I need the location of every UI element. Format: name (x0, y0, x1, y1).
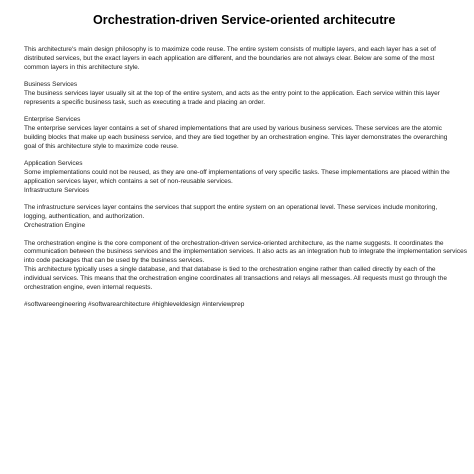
section-line: This architecture typically uses a single database, and that database is tied to the orchestration engine rather than called directly by each of the (24, 265, 436, 273)
section-line: into code packages that can be used by the business services. (24, 257, 205, 265)
section-line: logging, authentication, and authorization. (24, 213, 145, 221)
document-body (24, 46, 474, 310)
section-heading-orchestration-engine: Orchestration Engine (24, 221, 86, 229)
section-line: goal of this architecture style to maximize code reuse. (24, 142, 179, 150)
intro-line: distributed services, but the exact layers in each application are different, and the boundaries are not always clear. Below are some of the most (24, 54, 435, 62)
section-line: communication between the business services and the implementation services. It also acts as an integration hub to integrate the implementation services (24, 248, 467, 256)
section-line: represents a specific business task, such as executing a trade and placing an order. (24, 98, 266, 106)
spacer (24, 231, 474, 240)
section-heading-business-services: Business Services (24, 81, 78, 89)
section-line: Some implementations could not be reused, as they are one-off implementations of very specific tasks. These implementations are placed within the (24, 169, 450, 177)
section-line: individual services. This means that the orchestration engine coordinates all transactions and relays all messages. All requests must go through the (24, 274, 447, 282)
section-heading-application-services: Application Services (24, 160, 83, 168)
hashtags: #softwareengineering #softwarearchitecture #highleveldesign #interviewprep (24, 301, 245, 309)
intro-paragraph (24, 46, 474, 72)
intro-line: common layers in this architecture style. (24, 63, 140, 71)
intro-line: This architecture's main design philosophy is to maximize code reuse. The entire system consists of multiple layers, and each layer has a set of (24, 46, 436, 53)
section-line: application services layer, which contains a set of non-reusable services. (24, 177, 233, 185)
business-services-section (24, 81, 474, 107)
spacer (24, 196, 474, 205)
page-title: Orchestration-driven Service-oriented architecutre (93, 13, 396, 27)
section-line: The orchestration engine is the core component of the orchestration-driven service-oriented architecture, as the name suggests. It coordinates the (24, 239, 444, 247)
section-line: The infrastructure services layer contains the services that support the entire system on an operational level. These services include monitoring, (24, 204, 438, 212)
section-heading-enterprise-services: Enterprise Services (24, 116, 81, 124)
section-line: The enterprise services layer contains a set of shared implementations that are used by various business services. These services are the atomic (24, 125, 442, 133)
spacer (24, 292, 474, 301)
section-line: The business services layer usually sit at the top of the entire system, and acts as the entry point to the application. Each service within this layer (24, 89, 440, 97)
enterprise-services-section (24, 116, 474, 151)
spacer (24, 72, 474, 81)
spacer (24, 108, 474, 117)
infrastructure-services-section (24, 187, 474, 222)
orchestration-engine-section (24, 222, 474, 292)
spacer (24, 152, 474, 161)
application-services-section (24, 160, 474, 186)
section-line: building blocks that make up each business service, and they are tied together by an orchestration engine. This layer demonstrates the overarching (24, 133, 448, 141)
section-line: orchestration engine, even internal requests. (24, 283, 153, 291)
section-heading-infrastructure-services: Infrastructure Services (24, 186, 90, 194)
